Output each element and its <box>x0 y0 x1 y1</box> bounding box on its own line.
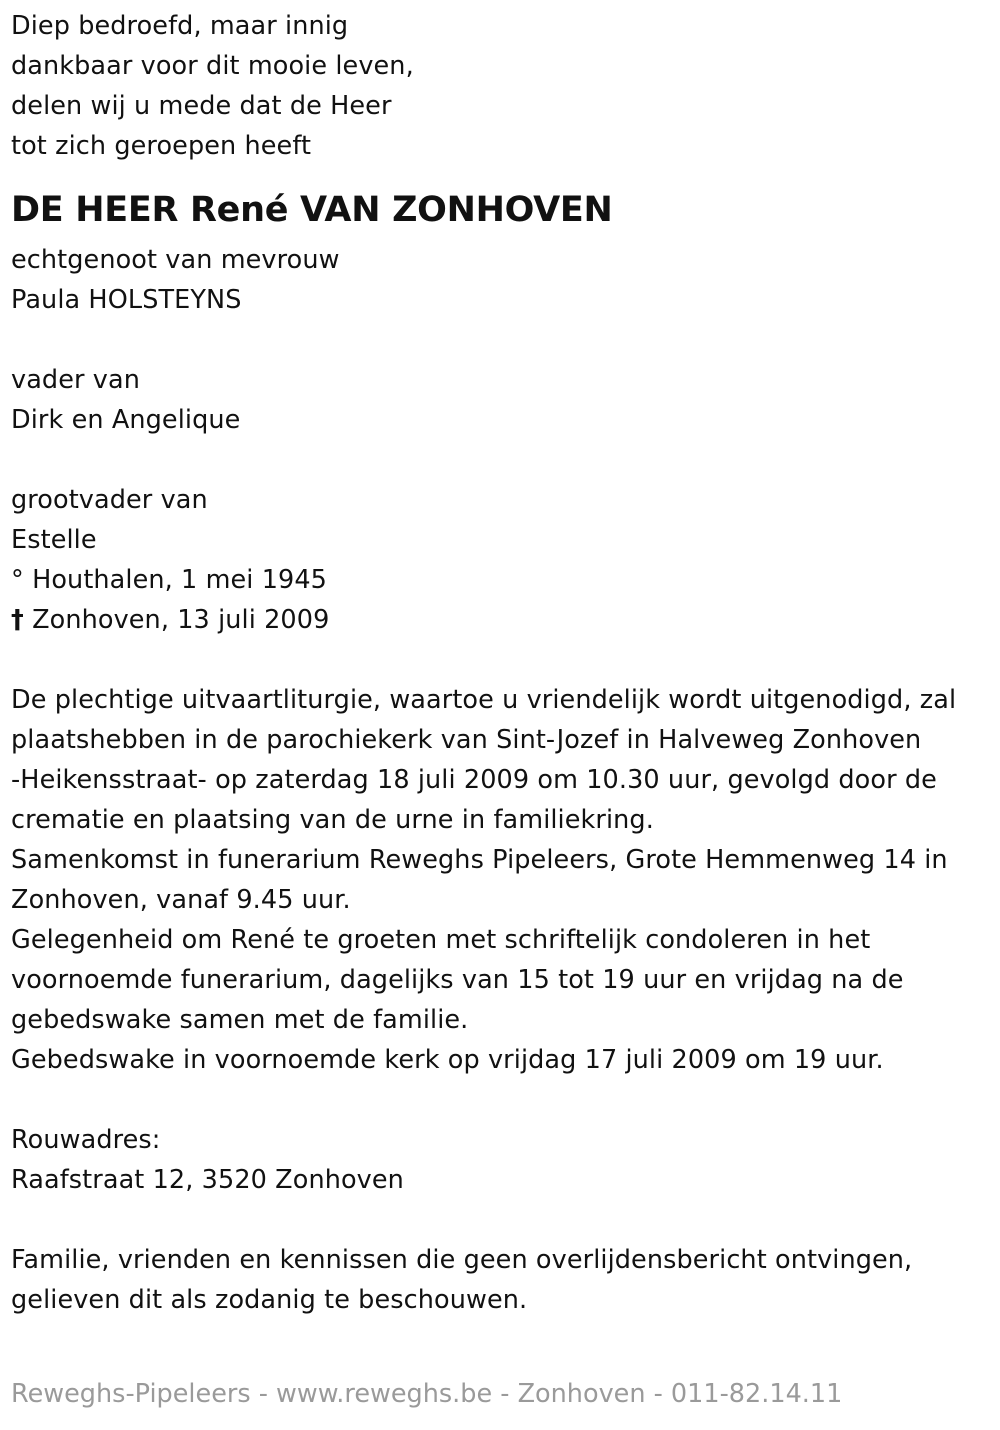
details-line: Gebedswake in voornoemde kerk op vrijdag 17 juli 2009 om 19 uur. <box>11 1045 884 1075</box>
details-line: De plechtige uitvaartliturgie, waartoe u vriendelijk wordt uitgenodigd, zal <box>11 685 957 715</box>
deceased-name: DE HEER René VAN ZONHOVEN <box>11 190 613 230</box>
children-names: Dirk en Angelique <box>11 405 241 435</box>
closing-line: Familie, vrienden en kennissen die geen overlijdensbericht ontvingen, <box>11 1245 913 1275</box>
footer-funeral-home: Reweghs-Pipeleers - www.reweghs.be - Zonhoven - 011-82.14.11 <box>11 1379 843 1409</box>
dates-block <box>11 560 996 640</box>
closing-line: gelieven dit als zodanig te beschouwen. <box>11 1285 528 1315</box>
address-value: Raafstraat 12, 3520 Zonhoven <box>11 1165 404 1195</box>
cross-icon: † <box>11 605 24 635</box>
grandchildren-block <box>11 480 996 560</box>
details-line: voornoemde funerarium, dagelijks van 15 tot 19 uur en vrijdag na de <box>11 965 904 995</box>
details-line: gebedswake samen met de familie. <box>11 1005 469 1035</box>
details-line: plaatshebben in de parochiekerk van Sint-Jozef in Halveweg Zonhoven <box>11 725 922 755</box>
details-line: Samenkomst in funerarium Reweghs Pipeleers, Grote Hemmenweg 14 in <box>11 845 948 875</box>
birth-line <box>11 560 996 600</box>
obituary-notice <box>11 6 996 1320</box>
children-block <box>11 360 996 440</box>
death-text: Zonhoven, 13 juli 2009 <box>32 605 330 635</box>
details-block <box>11 680 996 1080</box>
intro-block <box>11 6 996 166</box>
details-line: crematie en plaatsing van de urne in familiekring. <box>11 805 654 835</box>
spouse-name: Paula HOLSTEYNS <box>11 285 242 315</box>
birth-text: Houthalen, 1 mei 1945 <box>32 565 327 595</box>
spouse-label: echtgenoot van mevrouw <box>11 245 340 275</box>
grandchildren-label: grootvader van <box>11 485 208 515</box>
birth-icon: ° <box>11 565 24 595</box>
address-block <box>11 1120 996 1200</box>
death-line <box>11 600 996 640</box>
children-label: vader van <box>11 365 140 395</box>
address-label: Rouwadres: <box>11 1125 161 1155</box>
intro-line: Diep bedroefd, maar innig <box>11 11 349 41</box>
closing-block <box>11 1240 996 1320</box>
details-line: -Heikensstraat- op zaterdag 18 juli 2009 om 10.30 uur, gevolgd door de <box>11 765 937 795</box>
intro-line: tot zich geroepen heeft <box>11 131 312 161</box>
intro-line: delen wij u mede dat de Heer <box>11 91 392 121</box>
grandchildren-names: Estelle <box>11 525 97 555</box>
details-line: Zonhoven, vanaf 9.45 uur. <box>11 885 351 915</box>
details-line: Gelegenheid om René te groeten met schriftelijk condoleren in het <box>11 925 871 955</box>
intro-line: dankbaar voor dit mooie leven, <box>11 51 414 81</box>
